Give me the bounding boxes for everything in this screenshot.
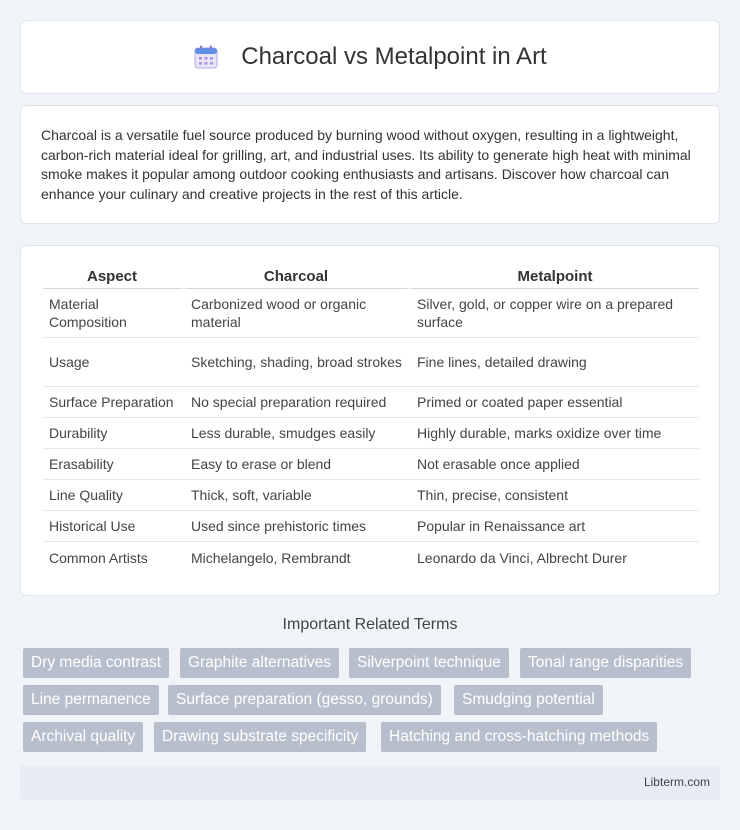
header-card (20, 20, 720, 94)
page-title: Charcoal vs Metalpoint in Art (241, 43, 547, 70)
intro-card (20, 105, 720, 224)
table-cell: Highly durable, marks oxidize over time (411, 418, 699, 449)
table-cell: Primed or coated paper essential (411, 387, 699, 418)
table-cell: Erasability (43, 449, 185, 480)
table-row (43, 338, 699, 387)
table-cell: Sketching, shading, broad strokes (185, 338, 411, 387)
table-row (43, 449, 699, 480)
footer-site-link[interactable]: Libterm.com (643, 775, 710, 789)
table-cell: Silver, gold, or copper wire on a prepared surface (411, 289, 699, 338)
table-cell: Durability (43, 418, 185, 449)
table-cell: Historical Use (43, 511, 185, 542)
table-cell: Less durable, smudges easily (185, 418, 411, 449)
table-row (43, 418, 699, 449)
table-cell: Surface Preparation (43, 387, 185, 418)
related-term-tag[interactable]: Line permanence (23, 685, 159, 715)
related-term-tag[interactable]: Silverpoint technique (349, 648, 509, 678)
related-term-tag[interactable]: Smudging potential (454, 685, 603, 715)
table-cell: Easy to erase or blend (185, 449, 411, 480)
related-terms-heading: Important Related Terms (282, 616, 458, 633)
column-header-charcoal: Charcoal (185, 266, 411, 289)
related-term-tag[interactable]: Dry media contrast (23, 648, 169, 678)
table-cell: Used since prehistoric times (185, 511, 411, 542)
footer (20, 766, 720, 800)
calendar-icon (193, 44, 219, 70)
related-term-tag[interactable]: Archival quality (23, 722, 143, 752)
table-row (43, 542, 699, 573)
table-cell: Not erasable once applied (411, 449, 699, 480)
intro-text: Charcoal is a versatile fuel source produced by burning wood without oxygen, resulting in a lightweight, carbon-rich material ideal for grilling, art, and industrial uses. Its ability to generate high heat with minimal smoke makes it popular among outdoor cooking enthusiasts and artisans. Discover how charcoal can enhance your culinary and creative projects in the rest of this article. (41, 127, 691, 202)
related-term-tag[interactable]: Graphite alternatives (180, 648, 339, 678)
table-cell: Material Composition (43, 289, 185, 338)
table-cell: No special preparation required (185, 387, 411, 418)
table-cell: Carbonized wood or organic material (185, 289, 411, 338)
table-cell: Line Quality (43, 480, 185, 511)
table-cell: Fine lines, detailed drawing (411, 338, 699, 387)
table-cell: Usage (43, 338, 185, 387)
table-row (43, 511, 699, 542)
table-cell: Thick, soft, variable (185, 480, 411, 511)
table-cell: Common Artists (49, 549, 148, 566)
related-term-tag[interactable]: Surface preparation (gesso, grounds) (168, 685, 441, 715)
table-header-row (43, 266, 699, 289)
table-cell: Leonardo da Vinci, Albrecht Durer (417, 549, 627, 566)
related-term-tag[interactable]: Drawing substrate specificity (154, 722, 366, 752)
table-cell: Michelangelo, Rembrandt (191, 549, 351, 566)
column-header-metalpoint: Metalpoint (411, 266, 699, 289)
table-row (43, 387, 699, 418)
comparison-card (20, 245, 720, 596)
related-term-tag[interactable]: Tonal range disparities (520, 648, 691, 678)
comparison-table (43, 266, 699, 573)
table-row (43, 480, 699, 511)
related-term-tag[interactable]: Hatching and cross-hatching methods (381, 722, 657, 752)
table-cell: Popular in Renaissance art (411, 511, 699, 542)
table-row (43, 289, 699, 338)
table-cell: Thin, precise, consistent (411, 480, 699, 511)
column-header-aspect: Aspect (43, 266, 185, 289)
